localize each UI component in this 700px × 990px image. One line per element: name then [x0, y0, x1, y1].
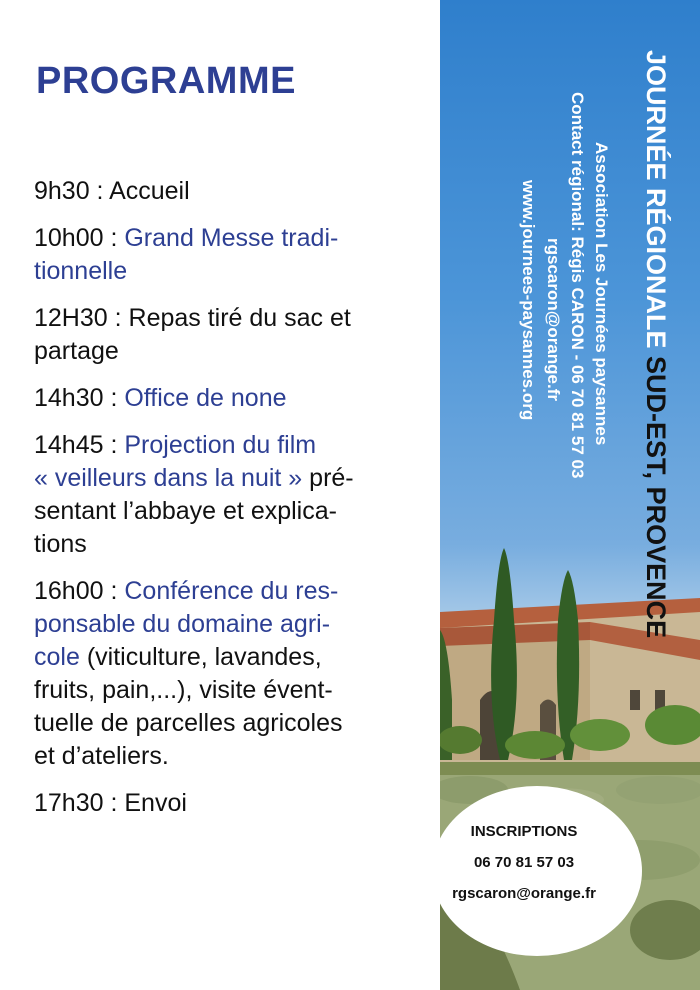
programme-text: Office de none	[124, 384, 287, 412]
programme-text: partage	[34, 337, 119, 365]
inscriptions-label: INSCRIPTIONS	[470, 823, 578, 840]
programme-time: 14h45 :	[34, 431, 125, 459]
programme-line	[34, 255, 424, 288]
programme-text: Accueil	[109, 177, 190, 205]
programme-text: tionnelle	[34, 257, 128, 285]
banner-title-dark: SUD-EST, PROVENCE	[641, 356, 671, 639]
programme-text: Envoi	[124, 789, 187, 817]
association-name: Association Les Journées paysannes	[592, 142, 611, 446]
programme-line	[34, 335, 424, 368]
programme-time: 9h30 :	[34, 177, 110, 205]
programme-item	[34, 222, 424, 288]
programme-line	[34, 674, 424, 707]
programme-text: et d’ateliers.	[34, 742, 169, 770]
programme-line	[34, 608, 424, 641]
programme-time: 12H30 :	[34, 304, 129, 332]
programme-text: Repas tiré du sac et	[128, 304, 351, 332]
programme-text-rest: pré-	[302, 464, 354, 492]
programme-text: ponsable du domaine agri-	[34, 610, 331, 638]
programme-text: sentant l’abbaye et explica-	[34, 497, 337, 525]
programme-line	[34, 707, 424, 740]
programme-item	[34, 575, 424, 773]
banner-title	[640, 50, 671, 638]
programme-item	[34, 175, 424, 208]
programme-time: 10h00 :	[34, 224, 125, 252]
programme-line	[34, 641, 424, 674]
programme-time: 14h30 :	[34, 384, 125, 412]
programme-line	[34, 429, 424, 462]
programme-line	[34, 575, 424, 608]
programme-item	[34, 382, 424, 415]
page-title: PROGRAMME	[36, 60, 296, 102]
programme-text: Conférence du res-	[124, 577, 339, 605]
programme-line	[34, 787, 424, 820]
programme-item	[34, 429, 424, 561]
programme-item	[34, 302, 424, 368]
programme-text: cole	[34, 643, 80, 671]
programme-item	[34, 787, 424, 820]
programme-text: « veilleurs dans la nuit »	[34, 464, 303, 492]
programme-line	[34, 528, 424, 561]
programme-line	[34, 382, 424, 415]
programme-text: tuelle de parcelles agricoles	[34, 709, 343, 737]
banner-title-light: JOURNÉE RÉGIONALE	[641, 50, 671, 357]
programme-list	[34, 175, 424, 834]
programme-text-rest: (viticulture, lavandes,	[79, 643, 322, 671]
programme-line	[34, 302, 424, 335]
website-link[interactable]: www.journees-paysannes.org	[519, 180, 538, 421]
programme-text: Projection du film	[124, 431, 317, 459]
programme-text: tions	[34, 530, 87, 558]
programme-text: fruits, pain,...), visite évent-	[34, 676, 333, 704]
programme-time: 16h00 :	[34, 577, 125, 605]
programme-line	[34, 495, 424, 528]
inscriptions-phone[interactable]: 06 70 81 57 03	[473, 854, 575, 871]
inscriptions-circle	[432, 786, 642, 956]
programme-line	[34, 175, 424, 208]
programme-line	[34, 740, 424, 773]
programme-line	[34, 222, 424, 255]
regional-contact: Contact régional: Régis CARON - 06 70 81 57 03	[568, 92, 587, 479]
programme-time: 17h30 :	[34, 789, 125, 817]
contact-email[interactable]: rgscaron@orange.fr	[544, 238, 563, 402]
inscriptions-email[interactable]: rgscaron@orange.fr	[452, 885, 596, 902]
programme-text: Grand Messe tradi-	[124, 224, 339, 252]
programme-line	[34, 462, 424, 495]
